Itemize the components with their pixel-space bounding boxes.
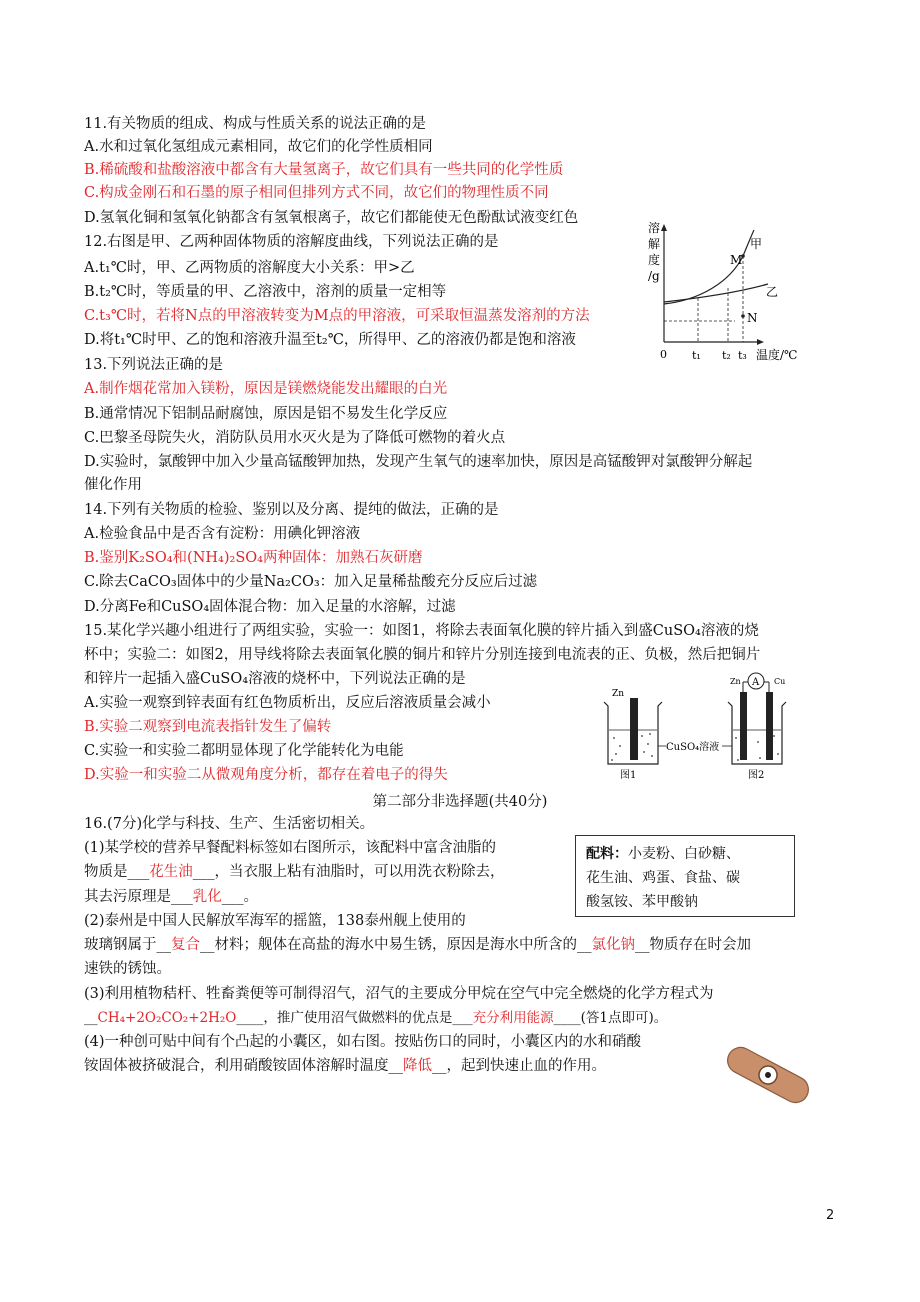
blank-post: ___。 (221, 889, 258, 905)
ingredient-line1 (586, 842, 784, 866)
q15-option-b: B.实验二观察到电流表指针发生了偏转 (84, 719, 332, 735)
q14-option-b: B.鉴别K₂SO₄和(NH₄)₂SO₄两种固体：加熟石灰研磨 (84, 550, 423, 566)
ammeter-label: A (752, 677, 760, 688)
graph-tick-t1: t₁ (692, 349, 701, 362)
blank-post: ___，当衣服上粘有油脂时，可以用洗衣粉除去， (192, 864, 505, 880)
fig1-zn-label: Zn (612, 689, 625, 699)
q12-option-b: B.t₂℃时，等质量的甲、乙溶液中，溶剂的质量一定相等 (84, 284, 447, 300)
graph-ylabel-2: 解 (648, 237, 661, 251)
answer-nacl: 氯化钠 (591, 937, 635, 953)
ingredient-line2: 花生油、鸡蛋、食盐、碳 (586, 870, 740, 886)
answer-lower: 降低 (403, 1058, 432, 1074)
q14-option-d: D.分离Fe和CuSO₄固体混合物：加入足量的水溶解，过滤 (84, 599, 456, 615)
part2-heading: 第二部分非选择题(共40分) (372, 794, 548, 810)
q12-option-d: D.将t₁℃时甲、乙的饱和溶液升温至t₂℃，所得甲、乙的溶液仍都是饱和溶液 (84, 332, 576, 348)
solubility-graph (640, 218, 820, 368)
graph-ylabel-3: 度 (648, 253, 661, 267)
blank-mid: __材料；舰体在高盐的海水中易生锈，原因是海水中所含的__ (200, 937, 592, 953)
graph-xlabel: 温度/℃ (756, 348, 798, 362)
graph-label-n: N (747, 311, 758, 325)
q12-stem: 12.右图是甲、乙两种固体物质的溶解度曲线，下列说法正确的是 (84, 234, 499, 250)
q15-option-d: D.实验一和实验二从微观角度分析，都存在着电子的得失 (84, 767, 448, 783)
page-number: 2 (826, 1208, 835, 1223)
q16-part1-line2 (84, 861, 505, 883)
blank-pre: 物质是___ (84, 864, 150, 880)
q11-option-a: A.水和过氧化氢组成元素相同，故它们的化学性质相同 (84, 139, 433, 155)
q15-stem-line3: 和锌片一起插入盛CuSO₄溶液的烧杯中，下列说法正确的是 (84, 671, 466, 687)
q13-option-d-line2: 催化作用 (84, 477, 142, 493)
q16-part2-line3: 速铁的锈蚀。 (84, 961, 171, 977)
answer-energy: 充分利用能源 (472, 1010, 554, 1026)
q14-option-a: A.检验食品中是否含有淀粉：用碘化钾溶液 (84, 526, 361, 542)
blank-pre: 其去污原理是___ (84, 889, 193, 905)
fig2-zn-label: Zn (730, 677, 741, 686)
graph-label-jia: 甲 (750, 237, 763, 251)
q16-part1-line3 (84, 886, 258, 908)
q15-stem-line2: 杯中；实验二：如图2，用导线将除去表面氧化膜的铜片和锌片分别连接到电流表的正、负极，然后把铜片 (84, 647, 761, 663)
blank-pre: 铵固体被挤破混合，利用硝酸铵固体溶解时温度__ (84, 1058, 403, 1074)
graph-ylabel-4: /g (648, 269, 660, 283)
q16-part1-line1: (1)某学校的营养早餐配料标签如右图所示，该配料中富含油脂的 (84, 840, 497, 856)
fig2-caption: 图2 (748, 770, 765, 781)
q15-stem-line1: 15.某化学兴趣小组进行了两组实验，实验一：如图1，将除去表面氧化膜的锌片插入到盛CuSO₄溶液的烧 (84, 623, 759, 639)
fig2-cu-label: Cu (774, 677, 786, 686)
graph-ylabel-1: 溶 (648, 221, 661, 235)
fig1-caption: 图1 (620, 770, 637, 781)
q16-part4-line2 (84, 1055, 606, 1077)
blank-mid: ____，推广使用沼气做燃料的优点是___ (236, 1010, 473, 1026)
q12-option-c: C.t₃℃时，若将N点的甲溶液转变为M点的甲溶液，可采取恒温蒸发溶剂的方法 (84, 308, 590, 324)
bandage-image (718, 1040, 818, 1110)
q11-option-c: C.构成金刚石和石墨的原子相同但排列方式不同，故它们的物理性质不同 (84, 185, 549, 201)
ingredient-label-box (575, 835, 795, 917)
q13-option-a: A.制作烟花常加入镁粉，原因是镁燃烧能发出耀眼的白光 (84, 381, 448, 397)
blank-pre: __ (84, 1010, 98, 1026)
graph-tick-t3: t₃ (738, 349, 747, 362)
q15-option-c: C.实验一和实验二都明显体现了化学能转化为电能 (84, 743, 404, 759)
q11-option-b: B.稀硫酸和盐酸溶液中都含有大量氢离子，故它们具有一些共同的化学性质 (84, 162, 564, 178)
graph-origin: 0 (660, 348, 667, 361)
graph-label-yi: 乙 (766, 285, 779, 299)
q16-part4-line1: (4)一种创可贴中间有个凸起的小囊区，如右图。按贴伤口的同时，小囊区内的水和硝酸 (84, 1034, 642, 1050)
q16-part3-line2 (84, 1007, 667, 1029)
ingredient-title: 配料： (586, 846, 628, 862)
answer-equation: CH₄+2O₂CO₂+2H₂O (97, 1010, 237, 1026)
answer-peanut-oil: 花生油 (149, 864, 193, 880)
q16-part3-line1: (3)利用植物秸杆、牲畜粪便等可制得沼气，沼气的主要成分甲烷在空气中完全燃烧的化学方程式为 (84, 986, 714, 1002)
ingredient-text-1: 小麦粉、白砂糖、 (628, 846, 740, 862)
q16-stem: 16.(7分)化学与科技、生产、生活密切相关。 (84, 816, 375, 832)
ingredient-line3: 酸氢铵、苯甲酸钠 (586, 894, 698, 910)
answer-composite: 复合 (171, 937, 200, 953)
blank-post: __，起到快速止血的作用。 (432, 1058, 606, 1074)
blank-pre: 玻璃钢属于__ (84, 937, 171, 953)
q13-stem: 13.下列说法正确的是 (84, 357, 224, 373)
q11-stem: 11.有关物质的组成、构成与性质关系的说法正确的是 (84, 116, 427, 132)
graph-label-m: M (730, 253, 743, 267)
solution-label: CuSO₄溶液 (666, 742, 720, 753)
beaker-figures (598, 672, 798, 784)
q16-part2-line2 (84, 934, 751, 956)
q13-option-b: B.通常情况下铝制品耐腐蚀，原因是铝不易发生化学反应 (84, 406, 448, 422)
q12-option-a: A.t₁℃时，甲、乙两物质的溶解度大小关系：甲>乙 (84, 260, 415, 276)
blank-post: ____(答1点即可)。 (553, 1010, 668, 1026)
q15-option-a: A.实验一观察到锌表面有红色物质析出，反应后溶液质量会减小 (84, 695, 491, 711)
graph-tick-t2: t₂ (722, 349, 731, 362)
q13-option-d-line1: D.实验时，氯酸钾中加入少量高锰酸钾加热，发现产生氧气的速率加快，原因是高锰酸钾对氯酸钾分解起 (84, 454, 753, 470)
q14-stem: 14.下列有关物质的检验、鉴别以及分离、提纯的做法，正确的是 (84, 502, 499, 518)
answer-emulsify: 乳化 (192, 889, 222, 905)
q16-part2-line1: (2)泰州是中国人民解放军海军的摇篮，138泰州舰上使用的 (84, 913, 466, 929)
q11-option-d: D.氢氧化铜和氢氧化钠都含有氢氧根离子，故它们都能使无色酚酞试液变红色 (84, 210, 579, 226)
blank-post: __物质存在时会加 (635, 937, 751, 953)
q13-option-c: C.巴黎圣母院失火，消防队员用水灭火是为了降低可燃物的着火点 (84, 430, 506, 446)
q14-option-c: C.除去CaCO₃固体中的少量Na₂CO₃：加入足量稀盐酸充分反应后过滤 (84, 574, 538, 590)
